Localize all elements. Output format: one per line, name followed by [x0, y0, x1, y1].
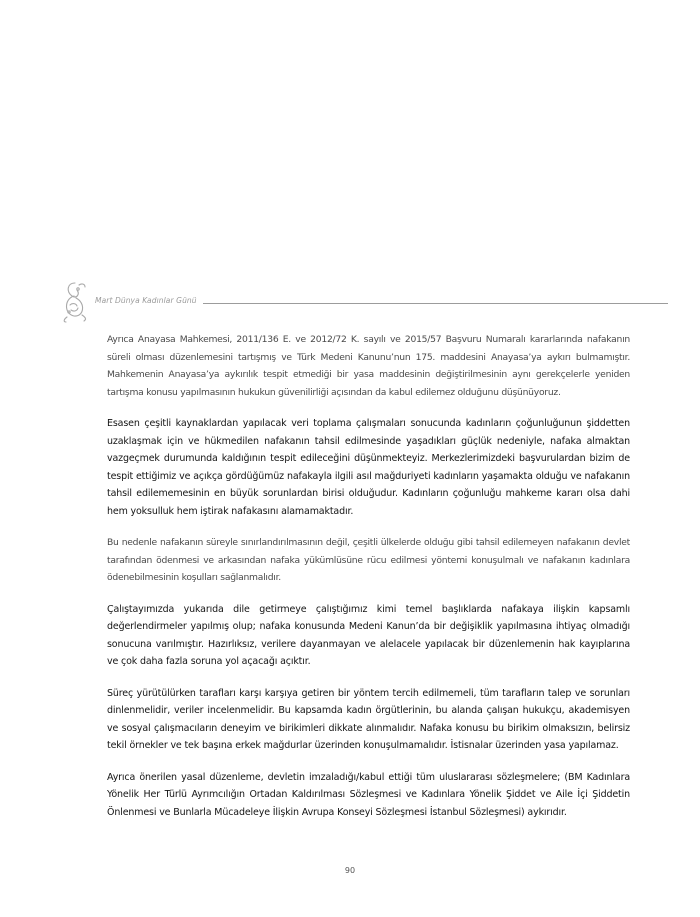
paragraph-international-conventions: Ayrıca önerilen yasal düzenleme, devletin imzaladığı/kabul ettiği tüm uluslararası sözleşmelere; (BM Kadınlara Yönelik Her Türlü Ayrımcılığın Ortadan Kaldırılması Sözleşmesi ve Kadınlara Yönelik Şiddet ve Aile İçi Şiddetin Önlenmesi ve Bunlarla Mücadeleye İlişkin Avrupa Konseyi Sözleşmesi İstanbul Sözleşmesi) aykırıdır. — [107, 771, 630, 818]
header-title: Mart Dünya Kadınlar Günü — [95, 296, 197, 305]
paragraph-constitutional-court: Ayrıca Anayasa Mahkemesi, 2011/136 E. ve 2012/72 K. sayılı ve 2015/57 Başvuru Numaralı kararlarında nafakanın süreli olması düzenlemesini tartışmış ve Türk Medeni Kanunu’nun 175. maddesini Anayasa’ya aykırı bulmamıştır. Mahkemenin Anayasa’ya aykırılık tespit etmediği bir yasa maddesinin değiştirilmesinin aynı gerekçelerle yeniden tartışma konusu yapılmasının hukukun güvenilirliği açısından da kabul edilemez olduğunu düşünüyoruz. — [107, 334, 630, 398]
paragraph-workshop: Çalıştayımızda yukarıda dile getirmeye çalıştığımız kimi temel başlıklarda nafakaya ilişkin kapsamlı değerlendirmeler yapılmış olup; nafaka konusunda Medeni Kanun’da bir değişiklik yapılmasına ihtiyaç olmadığı sonucuna varılmıştır. Hazırlıksız, verilere dayanmayan ve alelacele yapılacak bir düzenlemenin hak kayıplarına ve çok daha fazla soruna yol açacağı açıktır. — [107, 603, 630, 667]
article-body — [107, 331, 630, 835]
header-divider — [203, 303, 668, 304]
ornate-8-logo-icon — [58, 279, 92, 323]
paragraph-process: Süreç yürütülürken tarafları karşı karşıya getiren bir yöntem tercih edilmemeli, tüm tarafların talep ve sorunları dinlenmelidir, veriler incelenmelidir. Bu kapsamda kadın örgütlerinin, bu alanda çalışan hukukçu, akademisyen ve sosyal çalışmacıların deneyim ve birikimleri dikkate alınmalıdır. Nafaka konusu bu birikim olmaksızın, belirsiz tekil örnekler ve tek başına erkek mağdurlar üzerinden konuşulmamalıdır. İstisnalar üzerinden yasa yapılamaz. — [107, 687, 630, 751]
paragraph-state-payment: Bu nedenle nafakanın süreyle sınırlandırılmasının değil, çeşitli ülkelerde olduğu gibi tahsil edilemeyen nafakanın devlet tarafından ödenmesi ve arkasından nafaka yükümlüsüne rücu edilmesi yöntemi konuşulmalı ve nafakanın kadınlara ödenebilmesinin koşulları sağlanmalıdır. — [107, 537, 630, 583]
paragraph-data-collection: Esasen çeşitli kaynaklardan yapılacak veri toplama çalışmaları sonucunda kadınların çoğunluğunun şiddetten uzaklaşmak için ve hükmedilen nafakanın tahsil edilmesinde yaşadıkları güçlük nedeniyle, nafaka almaktan vazgeçmek durumunda kaldığının tespit edileceğini düşünmekteyiz. Merkezlerimizdeki başvurulardan bizim de tespit ettiğimiz ve açıkça gördüğümüz nafakayla ilgili asıl mağduriyeti kadınların yaşamakta olduğu ve nafakanın tahsil edilememesinin en büyük sorunlardan birisi olduğudur. Kadınların çoğunluğu mahkeme kararı olsa dahi hem yoksulluk hem iştirak nafakasını alamamaktadır. — [107, 418, 630, 517]
page-number: 90 — [344, 866, 356, 875]
